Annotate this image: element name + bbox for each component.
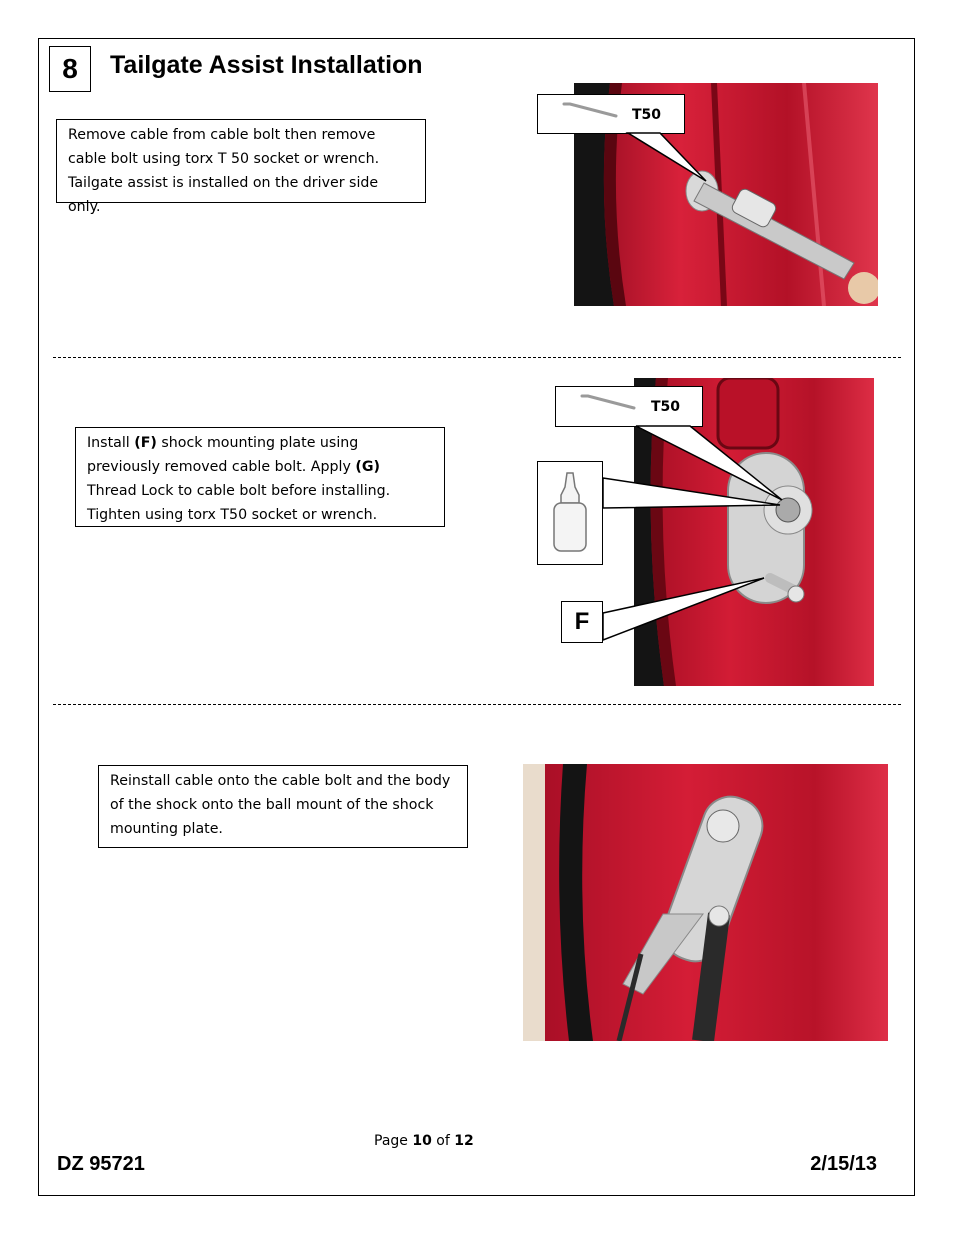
- step3-instruction: Reinstall cable onto the cable bolt and the body of the shock onto the ball mount of the shock mounting plate.: [98, 765, 468, 848]
- section-divider: [53, 704, 901, 705]
- thread-lock-bottle-icon: [548, 469, 592, 561]
- step2-instruction: Install (F) shock mounting plate using previously removed cable bolt. Apply (G) Thread Lock to cable bolt before installing. Tighten using torx T50 socket or wrench.: [75, 427, 445, 527]
- torx-wrench-icon: [578, 392, 640, 418]
- document-date: 2/15/13: [810, 1153, 877, 1175]
- page-title: Tailgate Assist Installation: [110, 51, 423, 79]
- step3-photo: [523, 764, 888, 1041]
- section-divider: [53, 357, 901, 358]
- step-number: 8: [49, 46, 91, 92]
- page-number: Page 10 of 12: [374, 1133, 474, 1149]
- part-f-label: F: [561, 601, 603, 643]
- part-number: DZ 95721: [57, 1153, 145, 1175]
- step2-tool-label: T50: [651, 399, 681, 415]
- step1-instruction: Remove cable from cable bolt then remove cable bolt using torx T 50 socket or wrench. Tailgate assist is installed on the driver side only.: [56, 119, 426, 203]
- step1-tool-label: T50: [632, 107, 662, 123]
- torx-wrench-icon: [560, 100, 622, 126]
